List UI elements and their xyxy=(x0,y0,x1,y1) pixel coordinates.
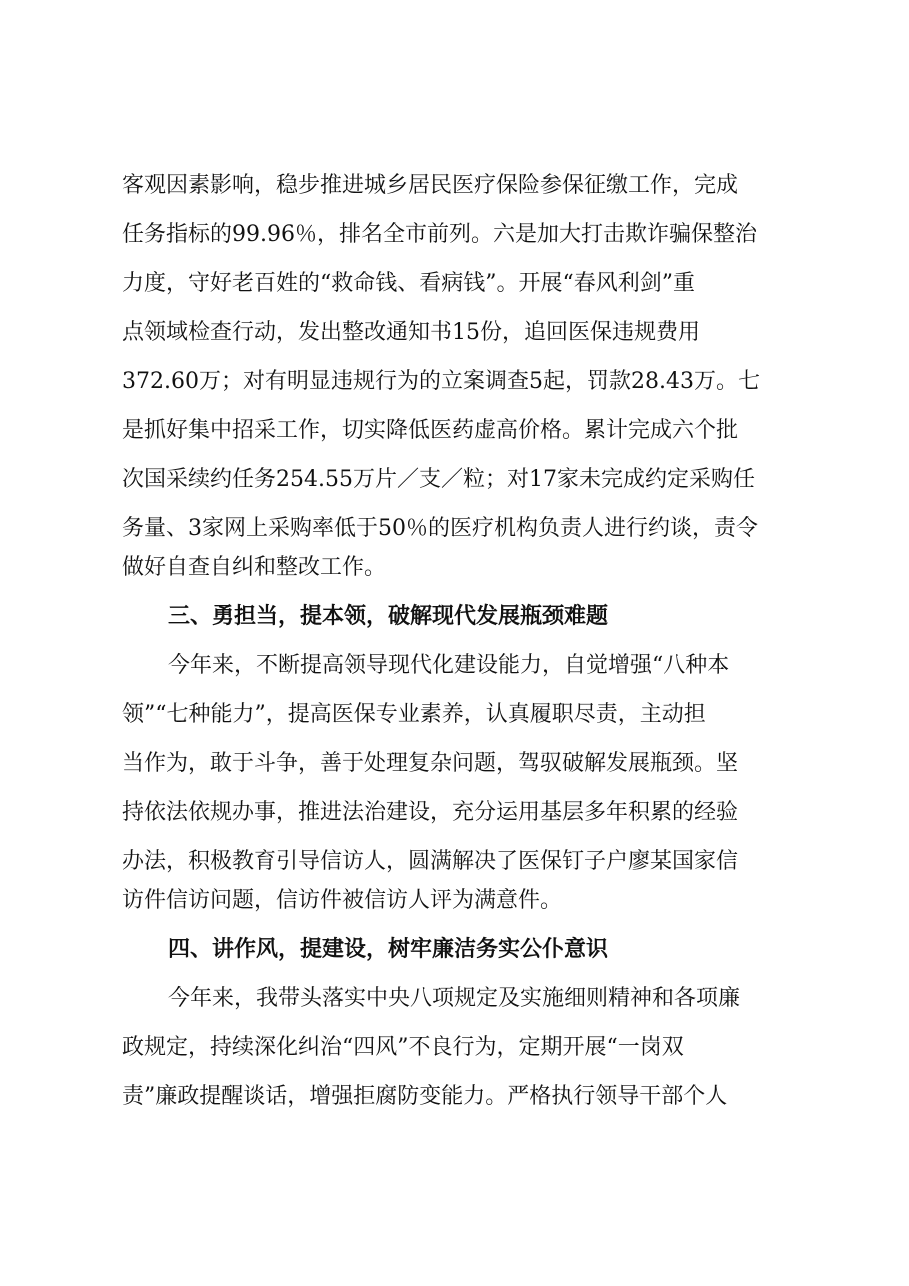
body-text-line: 任务指标的99.96％，排名全市前列。六是加大打击欺诈骗保整治 xyxy=(122,222,757,247)
body-text-line: 次国采续约任务254.55万片／支／粒；对17家未完成约定采购任 xyxy=(122,467,755,492)
body-text-line: 当作为，敢于斗争，善于处理复杂问题，驾驭破解发展瓶颈。坚 xyxy=(122,751,739,776)
body-text-line: 点领域检查行动，发出整改通知书15份，追回医保违规费用 xyxy=(122,320,700,345)
body-text-line: 持依法依规办事，推进法治建设，充分运用基层多年积累的经验 xyxy=(122,800,739,825)
body-text-line: 做好自查自纠和整改工作。 xyxy=(122,555,387,580)
body-text-line: 是抓好集中招采工作，切实降低医药虚高价格。累计完成六个批 xyxy=(122,418,739,443)
body-text-line: 领”“七种能力”，提高医保专业素养，认真履职尽责，主动担 xyxy=(122,702,706,727)
body-text-line: 责”廉政提醒谈话，增强拒腐防变能力。严格执行领导干部个人 xyxy=(122,1084,728,1109)
body-text-line: 政规定，持续深化纠治“四风”不良行为，定期开展“一岗双 xyxy=(122,1035,684,1060)
section-heading-3: 三、勇担当，提本领，破解现代发展瓶颈难题 xyxy=(168,604,609,629)
body-text-line: 客观因素影响，稳步推进城乡居民医疗保险参保征缴工作，完成 xyxy=(122,173,739,198)
body-text-line: 372.60万；对有明显违规行为的立案调查5起，罚款28.43万。七 xyxy=(122,369,760,394)
body-text-line: 办法，积极教育引导信访人，圆满解决了医保钉子户廖某国家信 xyxy=(122,849,739,874)
body-text-line: 访件信访问题，信访件被信访人评为满意件。 xyxy=(122,888,563,913)
body-text-line: 力度，守好老百姓的“救命钱、看病钱”。开展“春风利剑”重 xyxy=(122,271,695,296)
body-text-line: 今年来，我带头落实中央八项规定及实施细则精神和各项廉 xyxy=(168,986,741,1011)
body-text-line: 务量、3家网上采购率低于50％的医疗机构负责人进行约谈，责令 xyxy=(122,516,758,541)
section-heading-4: 四、讲作风，提建设，树牢廉洁务实公仆意识 xyxy=(168,937,609,962)
body-text-line: 今年来，不断提高领导现代化建设能力，自觉增强“八种本 xyxy=(168,653,730,678)
